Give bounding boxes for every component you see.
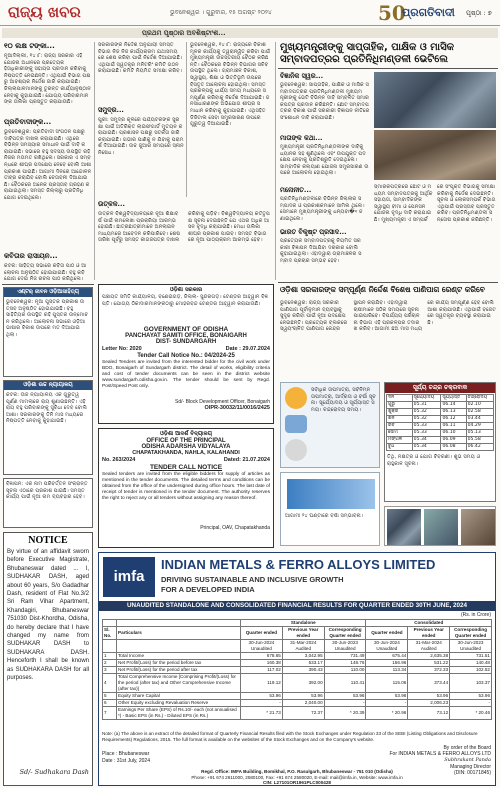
col3-story-2-headline: ମାତାଙ୍କ କଥା... — [280, 134, 323, 142]
lead-rule — [278, 68, 498, 69]
secondary-body — [280, 300, 496, 380]
tender1-ori-head: ଓଡ଼ିଶା ସରକାର — [169, 287, 203, 293]
table-cell: 156.96 — [366, 660, 408, 667]
tender2-place: CHAPATAKHANDA, NAHLA, KALAHANDI — [132, 450, 240, 456]
table-row — [103, 693, 492, 700]
column-2 — [98, 42, 184, 197]
table-cell: - — [450, 700, 492, 707]
column-divider — [275, 42, 276, 280]
table-cell: * 20.96 — [366, 707, 408, 720]
small-notice-1-body: ଭୁବନେଶ୍ୱର: ନୂଆ ପୁସ୍ତକ ପ୍ରକାଶ ଉତ୍ସବ ଅନୁଷ୍ଠିତ ହୋଇଯାଇଛି। ବହୁ ସାହିତ୍ୟିକ ଉପସ୍ଥିତ ରହି ପୁସ୍ତକ ଉନ୍ମୋଚନ କରିଥିଲେ। ଆଲୋଚନା ସଭାରେ ଓଡ଼ିଆ ଭାଷାର ବିକାଶ ଉପରେ ମତ ଦିଆଯାଇଥିଲା। — [6, 299, 89, 338]
table-cell: 102.52 — [450, 667, 492, 674]
tender1-ori-body: ପଞ୍ଚାୟତ ସମିତି କାର୍ଯ୍ୟାଳୟ, ବଣେଇଗଡ଼, ଜିଲ୍ଲା- ସୁନ୍ଦରଗଡ଼। ଟେଣ୍ଡର ଆହ୍ୱାନ ବିଜ୍ଞପ୍ତି। ଯୋଗ୍ୟ ଠିକାଦାରମାନଙ୍କଠାରୁ ମୋହରବନ୍ଦ ଟେଣ୍ଡର ଆହ୍ୱାନ କରାଯାଉଛି। — [102, 294, 268, 307]
table-cell: 390.43 — [282, 667, 324, 674]
table-cell: 148.76 — [324, 660, 366, 667]
imfa-signer: Subhrakant Panda — [444, 757, 491, 764]
table-cell: - — [324, 700, 366, 707]
story-3-headline: କବିତାର ରାସାୟନ... — [4, 252, 58, 260]
masthead — [0, 0, 500, 26]
table-cell: Total Comprehensive Income [Comprising Profit/(Loss) for the period (after tax) and Other Comprehensive Income (after tax)] — [117, 674, 241, 693]
tender1-letter: Letter No: 2020 — [102, 346, 142, 352]
col3-story-3-headline: ମନୋନୀତ... — [280, 186, 312, 194]
story-1-headline: ୧୦ ଲକ୍ଷ ଟଙ୍କା... — [4, 42, 55, 50]
imfa-cin: CIN: L27101OR1961PLC000428 — [263, 780, 331, 786]
table-cell: 4 — [103, 674, 117, 693]
imfa-group-consolidated: Consolidated — [366, 620, 492, 627]
weather-graphic — [280, 382, 380, 468]
tender1-office: PANCHAYAT SAMITI OFFICE, BONAIGARH — [125, 333, 247, 339]
tender2-notice: TENDER CALL NOTICE — [149, 464, 223, 471]
table-cell: 6 — [103, 700, 117, 707]
weather-text: ସର୍ବାଧିକ ତାପମାତ୍ରା, ସର୍ବନିମ୍ନ ତାପମାତ୍ରା, ଆର୍ଦ୍ରତା ଓ ବର୍ଷା ସୂଚନା। ସୂର୍ଯ୍ୟୋଦୟ ଓ ସୂର୍ଯ୍ୟାସ୍ତ ସମୟ। ଚନ୍ଦ୍ରୋଦୟ ସମୟ। — [311, 387, 376, 413]
lead-photo-1 — [374, 72, 496, 128]
table-cell: 731.49 — [324, 653, 366, 660]
imfa-contact: Phone: +91 674 2611000, 2580100, Fax: +91 674 2580020, E-mail: mail@imfa.in, Website: www.imfa.in — [191, 774, 403, 780]
tender2-body: Sealed tenders are invited from the eligible bidders for supply of articles as mentioned in the tender documents. The detailed terms and conditions can be obtained from the office of the undersigned during office hours. The last date of receipt of tender is mentioned in the tender document. The authority reserves the right to reject any or all tenders without assigning any reason thereof. — [102, 472, 270, 501]
table-row — [103, 667, 492, 674]
table-cell: 115.06 — [366, 674, 408, 693]
col3-story-1-body: ଭୁବନେଶ୍ୱର: ସାପ୍ତାହିକ, ପାକ୍ଷିକ ଓ ମାସିକ ସମ୍ବାଦପତ୍ରର ପ୍ରତିନିଧିମଣ୍ଡଳୀ ମୁଖ୍ୟମନ୍ତ୍ରୀଙ୍କୁ ଭେଟି ବିଭିନ୍ନ ଦାବି ସମ୍ବଳିତ ସ୍ମାରକପତ୍ର ପ୍ରଦାନ କରିଛନ୍ତି। ଛୋଟ ସମ୍ବାଦପତ୍ରର ବିକାଶ ପାଇଁ ସରକାରୀ ବିଜ୍ଞାପନ ନୀତିରେ ସଂଶୋଧନ ଦାବି କରାଯାଇଛି। — [280, 82, 370, 121]
small-notice-3 — [3, 478, 93, 528]
tender1-signer: Sd/- Block Development Officer, Bonaigarh — [175, 399, 270, 405]
table-cell: 533.17 — [282, 660, 324, 667]
table-cell: * 20.39 — [324, 707, 366, 720]
tender1-title: GOVERNMENT OF ODISHA — [143, 326, 229, 333]
imfa-note: Note: (a) The above is an extract of the detailed format of Quarterly Financial Results filed with the Stock Exchanges under Regulation 33 of the SEBI (Listing Obligations and Disclosure Requirements) Regulations, 2015. The full format is available on the websites of the Stock Exchanges and on the Company's website. — [102, 731, 478, 742]
imfa-col-date: 30-Jun-2023 Unaudited — [450, 640, 492, 653]
column-1 — [4, 42, 92, 283]
imfa-col-date — [117, 640, 241, 653]
tender2-no: No. 263/2024 — [102, 457, 136, 463]
small-notice-3-body: ବିଜ୍ଞାପନ: ଏକ ନାମ ପରିବର୍ତ୍ତନ ସଂକ୍ରାନ୍ତ ସୂଚନା ଏଠାରେ ପ୍ରକାଶ ପାଇଛି। ସମସ୍ତ କାର୍ଯ୍ୟ ପାଇଁ ନୂଆ ନାମ ବ୍ୟବହାର ହେବ। — [6, 481, 88, 501]
imfa-results-ad — [98, 552, 496, 786]
imfa-col-date — [103, 640, 117, 653]
continuation-banner — [2, 28, 498, 38]
secondary-headline-box — [280, 285, 496, 297]
imfa-col-date: 30-Jun-2024 Unaudited — [366, 640, 408, 653]
strip-photo-2 — [424, 509, 458, 545]
col2-story-1-headline: ସମୁଦ୍ର... — [98, 106, 124, 114]
table-cell: 2,040.00 — [282, 700, 324, 707]
notice-title: NOTICE — [28, 535, 68, 546]
table-cell: 103.37 — [450, 674, 492, 693]
tender-notice-bonaigarh — [98, 284, 274, 424]
table-cell: - — [366, 700, 408, 707]
tender1-dist: DIST- SUNDARGARH — [155, 339, 217, 345]
imfa-company: INDIAN METALS & FERRO ALLOYS LIMITED — [161, 557, 436, 572]
strip-photo-3 — [461, 509, 495, 545]
table-cell: 373.44 — [408, 674, 450, 693]
name-change-notice — [3, 532, 93, 786]
imfa-col-header: Previous Year ended — [282, 627, 324, 640]
almanac-box — [384, 382, 496, 502]
table-cell: Equity Share Capital — [117, 693, 241, 700]
sun-icon — [285, 387, 307, 409]
table-cell: Total Income — [117, 653, 241, 660]
col3-story-1-headline: ବିଜ୍ଞାନିକ ସ୍ୱର... — [280, 72, 324, 80]
table-cell: 117.02 — [241, 667, 283, 674]
table-row — [103, 653, 492, 660]
table-cell: 53.96 — [282, 693, 324, 700]
imfa-tagline-2: FOR A DEVELOPED INDIA — [161, 585, 255, 594]
tender2-school: ODISHA ADARSHA VIDYALAYA — [141, 444, 231, 450]
table-cell: 2 — [103, 660, 117, 667]
column-divider — [94, 42, 95, 280]
tender1-call: Tender Call Notice No.: 04/2024-25 — [137, 353, 235, 359]
tender1-ref: OIPR-30032/11/0016/2425 — [204, 405, 270, 411]
table-cell: Earnings Per Share (EPS) of Rs.10/- each (not annualised *) - Basic EPS (in Rs.) - Diluted EPS (in Rs.) — [117, 707, 241, 720]
table-cell: 3 — [103, 667, 117, 674]
table-cell: 53.96 — [241, 693, 283, 700]
table-cell: 160.38 — [241, 660, 283, 667]
table-cell: 119.12 — [241, 674, 283, 693]
table-cell: 7 — [103, 707, 117, 720]
imfa-col-header: Sl. No. — [103, 627, 117, 640]
table-row — [103, 700, 492, 707]
col3-story-3-body: ପ୍ରତିନିଧିମଣ୍ଡଳୀରେ ବିଭିନ୍ନ ଜିଲ୍ଲାର ସମ୍ପାଦକ ଓ ପ୍ରକାଶକମାନେ ସାମିଲ ଥିଲେ। ସେମାନେ ମୁଖ୍ୟମନ୍ତ୍ରୀଙ୍କୁ ଧନ୍ୟବା�দ ଜଣାଇଥିଲେ। — [280, 196, 365, 222]
story-3-body: କଟକ: ସାହିତ୍ୟ ସଭାରେ କବିତା ପାଠ ଓ ଆଲୋଚନା ଅନୁଷ୍ଠିତ ହୋଇଯାଇଛି। ବହୁ କବି ଯୋଗ ଦେଇ ନିଜ ରଚନା ପାଠ କରିଥିଲେ। — [4, 263, 87, 283]
tender2-signer: Principal, OAV, Chapatakhanda — [200, 525, 270, 531]
table-cell: 678.65 — [241, 653, 283, 660]
table-cell: Other Equity excluding Revaluation Reserve — [117, 700, 241, 707]
weather-graphic-2-text: ଆଗାମୀ ୨୪ ଘଣ୍ଟାରେ ବର୍ଷା ସମ୍ଭାବନା। — [285, 513, 364, 519]
small-notice-2-body: କଟକ: ଉଚ୍ଚ ନ୍ୟାୟାଳୟ ଏକ ଗୁରୁତ୍ୱପୂର୍ଣ୍ଣ ମାମଲାରେ ରାୟ ଶୁଣାଇଛନ୍ତି। ଏହି ରାୟ ବହୁ ପରିବାରଙ୍କୁ ସୁବିଧା ଦେବ ବୋଲି ଆଶା। ସରକାରଙ୍କୁ ତିନି ମାସ ମଧ୍ୟରେ ନିଷ୍ପତ୍ତି ନେବାକୁ କୁହାଯାଇଛି। — [6, 392, 87, 425]
imfa-group-standalone: Standalone — [241, 620, 366, 627]
imfa-col-date: 30-Jun-2023 Unaudited — [324, 640, 366, 653]
secondary-headline: ଓଡ଼ିଶା ସରକାରଙ୍କ ସମ୍ପୂର୍ଣ୍ଣ ନିର୍ଦ୍ଦେଶ ବିଶେଷ ପାଣିପାଗ ରେଣ୍ଟ କରିବେ — [280, 285, 485, 294]
imfa-col-header: Corresponding Quarter ended — [324, 627, 366, 640]
imfa-col-header: Previous Year ended — [408, 627, 450, 640]
col2-story-a: ସରକାରଙ୍କ ନିର୍ଦ୍ଦେଶ ଅନୁଯାୟୀ ସମସ୍ତ ବିଭାଗ ନିଜ ନିଜ କାର୍ଯ୍ୟକ୍ରମ ଯଥାସମୟରେ ଶେଷ କରିବା ପାଇଁ ନିର୍ଦ୍ଦେଶ ଦିଆଯାଇଛି। ଏଥିପାଇଁ ସ୍ୱତନ୍ତ୍ର ମନିଟରିଂ କମିଟି ଗଠନ କରାଯାଇଛି। କମିଟି ନିୟମିତ ସମୀକ୍ଷା କରିବ। — [98, 42, 183, 75]
rain-bar-icon — [287, 479, 375, 509]
table-cell: 140.48 — [450, 660, 492, 667]
small-notice-2 — [3, 380, 93, 475]
moon-icon — [285, 439, 307, 461]
imfa-place: Place : Bhubaneswar — [102, 751, 150, 757]
lead-body-right — [374, 184, 496, 280]
imfa-logo: imfa — [103, 557, 155, 597]
secondary-rule — [278, 282, 498, 283]
lead-body — [280, 72, 370, 280]
table-cell: 72.37 — [282, 707, 324, 720]
col3-story-4-headline: ଭାରତ ବିକୃଷ୍ଟ ପ୍ରସାଦ... — [280, 228, 347, 236]
imfa-board: By order of the Board — [443, 745, 491, 751]
left-rule — [2, 284, 94, 285]
col3-story-4-body: ପ୍ରତ୍ୟେକ ସମ୍ବାଦପତ୍ରକୁ ନିୟମିତ ସରକାରୀ ବିଜ୍ଞାପନ ଦିଆଯିବା ଦରକାର ବୋଲି କୁହାଯାଇଥିଲା। ଏହାଦ୍ୱାରା ଗ୍ରାମାଞ୍ଚଳର ସମ୍ବାଦ ପ୍ରଚାର ସମ୍ଭବ ହେବ। — [280, 238, 362, 264]
table-cell: 113.34 — [366, 667, 408, 674]
table-cell: 53.96 — [324, 693, 366, 700]
small-notice-2-head: ଓଡ଼ିଶା ଉଚ୍ଚ ନ୍ୟାୟାଳୟ — [4, 381, 92, 390]
imfa-col-header: Particulars — [117, 627, 241, 640]
table-cell: 372.33 — [408, 667, 450, 674]
table-cell: 392.00 — [282, 674, 324, 693]
tender2-ori-head: ଓଡ଼ିଶା ଆଦର୍ଶ ବିଦ୍ୟାଳୟ — [159, 431, 213, 437]
almanac-notes: ତିଥି, ନକ୍ଷତ୍ର ଓ ଯୋଗ ବିବରଣୀ। ଶୁଭ ସମୟ ଓ ରାହୁକାଳ ସୂଚନା। — [387, 454, 481, 467]
secondary-body-text: ଭୁବନେଶ୍ୱର: ରାଜ୍ୟ ସରକାର ପାଣିପାଗ ପୂର୍ବାନୁମାନ ବ୍ୟବସ୍ଥାକୁ ସୁଦୃଢ କରିବା ପାଇଁ ନୂଆ ପଦକ୍ଷେପ ନେଇଛନ୍ତି। ପ୍ରତ୍ୟେକ ବ୍ଲକରେ ସ୍ୱୟଂଚାଳିତ ପାଣିପାଗ କେନ୍ଦ୍ର ସ୍ଥାପନ କରାଯିବ। ଏହାଦ୍ୱାରା ଚାଷୀମାନେ ସଠିକ ସମୟରେ ସୂଚନା ପାଇପାରିବେ। ବିପର୍ଯ୍ୟୟ ପରିଚାଳନା ବିଭାଗ ଏହି ପ୍ରକଳ୍ପର ତଦାରଖ କରିବ। ଆଗାମୀ ଛଅ ମାସ ମଧ୍ୟରେ କାର୍ଯ୍ୟ ସମ୍ପୂର୍ଣ୍ଣ ହେବ ବୋଲି ଆଶା କରାଯାଉଛି। ଏଥିପାଇଁ ବଜେଟରେ ସ୍ୱତନ୍ତ୍ର ବ୍ୟବସ୍ଥା କରାଯାଇଛି। — [280, 300, 496, 333]
imfa-col-date: 31-Mar-2024 Audited — [408, 640, 450, 653]
imfa-for-company: For INDIAN METALS & FERRO ALLOYS LTD — [389, 751, 491, 758]
tender2-date: Dated: 21.07.2024 — [223, 457, 270, 463]
table-row — [103, 674, 492, 693]
imfa-col-date: 31-Mar-2024 Audited — [282, 640, 324, 653]
col3-body: ଭୁବନେଶ୍ୱର, ୧୪।୮: ରାଜ୍ୟରେ ବିକାଶମୂଳକ କାର୍ଯ୍ୟକୁ ତ୍ୱରାନ୍ୱିତ କରିବା ପାଇଁ ମୁଖ୍ୟମନ୍ତ୍ରୀ ଉଚ୍ଚସ୍ତରୀୟ ବୈଠକ କରିଛନ୍ତି। ବୈଠକରେ ବିଭିନ୍ନ ବିଭାଗର ସଚିବ ଉପସ୍ଥିତ ଥିଲେ। ଗ୍ରାମାଞ୍ଚଳ ବିକାଶ, ସ୍ୱାସ୍ଥ୍ୟ, ଶିକ୍ଷା ଓ ଭିତ୍ତିଭୂମି ଉପରେ ବିସ୍ତୃତ ଆଲୋଚନା ହୋଇଥିଲା। ସମସ୍ତ ପ୍ରକଳ୍ପକୁ ଧାର୍ଯ୍ୟ ସମୟ ମଧ୍ୟରେ ସମ୍ପୂର୍ଣ୍ଣ କରିବାକୁ ନିର୍ଦ୍ଦେଶ ଦିଆଯାଇଛି। ଜନସାଧାରଣଙ୍କ ଅଭିଯୋଗ ଶୀଘ୍ର ସମାଧାନ କରିବାକୁ କୁହାଯାଇଛି। ଏଥିସହିତ ଡିଜିଟାଲ ସେବା ସମ୍ପ୍ରସାରଣ ଉପରେ ଗୁରୁତ୍ୱ ଦିଆଯାଇଛି। — [190, 42, 271, 128]
imfa-col-header: Quarter ended — [241, 627, 283, 640]
imfa-footer — [99, 769, 495, 786]
imfa-date: Date : 31st July, 2024 — [102, 758, 150, 764]
anniversary-logo: 50 — [378, 1, 406, 25]
page-number: ପୃଷ୍ଠା : ୭ — [466, 9, 492, 17]
story-1-body: ନୂଆଦିଲ୍ଲୀ, ୧୪।୮: ରାଜ୍ୟ ସରକାର ଏହି ଯୋଜନା ଅଧୀନରେ ପ୍ରତ୍ୟେକ ହିତାଧିକାରୀଙ୍କୁ ସହାୟତା ପ୍ରଦାନ କରିବାକୁ ନିଷ୍ପତ୍ତି ନେଇଛନ୍ତି। ଏଥିପାଇଁ ବିଭାଗ ପକ୍ଷରୁ ଆବଶ୍ୟକ ନିର୍ଦ୍ଦେଶ ଜାରି କରାଯାଇଛି। ଜିଲ୍ଲାପାଳମାନଙ୍କୁ ତୁରନ୍ତ କାର୍ଯ୍ୟାନୁଷ୍ଠାନ ନେବାକୁ କୁହାଯାଇଛି। ଯୋଗ୍ୟ ପରିବାରମାନଙ୍କ ତାଲିକା ପ୍ରସ୍ତୁତ କରାଯାଉଛି। — [4, 53, 91, 106]
table-cell: Net Profit/(Loss) for the period before tax — [117, 660, 241, 667]
table-cell: 5 — [103, 693, 117, 700]
almanac-title: ସୂର୍ଯ୍ୟ ଚନ୍ଦ୍ର ଚକ୍ରବାକ — [385, 383, 495, 393]
table-cell: 2,006.23 — [408, 700, 450, 707]
almanac-table: ଦିନ ସୂର୍ଯ୍ୟୋଦୟ ସୂର୍ଯ୍ୟାସ୍ତ ଚନ୍ଦ୍ରୋଦୟ ଗୁରୁ 05.31 06.14 02.10 ଶୁକ୍ର 05.32 06.13 02.58 ଶନି 05.32 06.12 03.44 ରବି 05.33 06.11 04.29 ସୋମ 05.33 06.10 05.13 ମଙ୍ଗଳ 05.34 06.09 05.58 ବୁଧ 05.34 06.08 06.42 — [386, 394, 494, 451]
table-row — [103, 660, 492, 667]
tender2-title: OFFICE OF THE PRINCIPAL — [146, 438, 226, 444]
col2-story-2-body: ଉତ୍କଳ ବିଶ୍ୱବିଦ୍ୟାଳୟରେ ନୂଆ ଶିକ୍ଷାବର୍ଷ ପାଇଁ ନାମଲେଖା ପ୍ରକ୍ରିୟା ଆରମ୍ଭ ହୋଇଛି। ଛାତ୍ରଛାତ୍ରୀମାନେ ଅନଲାଇନ ମାଧ୍ୟମରେ ଆବେଦନ କରିପାରିବେ। ଶେଷ ତାରିଖ ପୂର୍ବରୁ ସମସ୍ତ କାଗଜପତ୍ର ଦାଖଲ କରିବାକୁ ପଡ଼ିବ। ବିଶ୍ୱବିଦ୍ୟାଳୟ କର୍ତ୍ତୃପକ୍ଷ ସୂଚନା ଦେଇଛନ୍ତି ଯେ ଏଥର ଅଧିକ ଆସନ ବୃଦ୍ଧି କରାଯାଇଛି। ମେଧା ତାଲିକା ଶୀଘ୍ର ପ୍ରକାଶ ପାଇବ। ସମସ୍ତ ବିଭାଗରେ ନୂଆ ପାଠ୍ୟକ୍ରମ ଆରମ୍ଭ ହେବ। — [98, 211, 270, 244]
lead-headline: ମୁଖ୍ୟମନ୍ତ୍ରୀଙ୍କୁ ସାପ୍ତାହିକ, ପାକ୍ଷିକ ଓ ମାସିକ ସମ୍ବାଦପତ୍ରର ପ୍ରତିନିଧିମଣ୍ଡଳୀ ଭେଟିଲେ — [280, 42, 454, 65]
strip-photo-1 — [387, 509, 421, 545]
photo-strip — [384, 506, 496, 546]
imfa-results-table — [102, 619, 492, 720]
imfa-col-header: Corresponding Quarter ended — [450, 627, 492, 640]
tender-notice-oav — [98, 428, 274, 548]
tender1-body: Sealed Tenders are invited from the interested bidder for the civil work under BDO, Bonaigarh of Sundargarh district. The detail of works, eligibility criteria and cost of tender documents can be seen in the district website www.sundargarh.odisha.gov.in. The tender should be sent by Regd. Post/Speed Post only. — [102, 360, 270, 389]
table-cell: 1 — [103, 653, 117, 660]
small-notice-1 — [3, 287, 93, 377]
col2-story-2-headline: ଉତ୍କଳ... — [98, 200, 125, 208]
table-cell: 675.44 — [366, 653, 408, 660]
table-cell: 73.12 — [408, 707, 450, 720]
lead-body-right-text: ସ୍ମାରକପତ୍ରରେ ଛୋଟ ଓ ମଧ୍ୟମ ସମ୍ବାଦପତ୍ରକୁ ଆର୍ଥିକ ସହାୟତା, ସାମ୍ବାଦିକଙ୍କ ସ୍ୱାସ୍ଥ୍ୟ ବୀମା ଓ ପେନସନ ଯୋଜନା ବୃଦ୍ଧି ଦାବି କରାଯାଇଛି। ମୁଖ୍ୟମନ୍ତ୍ରୀ ଏ ସମ୍ପର୍କରେ ସଂପୃକ୍ତ ବିଭାଗକୁ ସମୀକ୍ଷା କରିବାକୁ ନିର୍ଦ୍ଦେଶ ଦେଇଛନ୍ତି। ସୂଚନା ଓ ଲୋକସମ୍ପର୍କ ବିଭାଗ ଏଥିପାଇଁ ପ୍ରସ୍ତାବ ପ୍ରସ୍ତୁତ କରିବ। ପ୍ରତିନିଧିମଣ୍ଡଳୀ ସନ୍ତୋଷ ପ୍ରକାଶ କରିଛନ୍ତି। — [374, 184, 496, 223]
cloud-icon — [285, 415, 307, 433]
table-cell: 3,042.95 — [282, 653, 324, 660]
table-row — [103, 707, 492, 720]
table-cell: 53.96 — [450, 693, 492, 700]
table-cell: 110.00 — [324, 667, 366, 674]
continuation-banner-text: ପ୍ରଥମ ପୃଷ୍ଠାର ଅବଶିଷ୍ଟାଂଶ... — [142, 29, 226, 37]
imfa-col-header: Quarter ended — [366, 627, 408, 640]
table-cell: * 20.46 — [450, 707, 492, 720]
table-cell: 2,635.38 — [408, 653, 450, 660]
notice-body: By virtue of an affidavit sworn before Executive Magistrate, Bhubaneswar dated ... I, SUDHAKAR DASH, aged about 60 years, S/o Gadadhar Dash, resident of Flat No.3/2 Sri Ram Vihar Apartment, Khandagiri, Bhubaneswar 751030 Dist-Khordha, Odisha, do hereby declare that I have changed my name from SUDHAKAR DASH to SUDHAKARA DASH. Henceforth I shall be known as SUDHAKARA DASH for all purposes. — [7, 549, 89, 682]
imfa-col-date: 30-Jun-2024 Unaudited — [241, 640, 283, 653]
lead-headline-box — [280, 42, 496, 66]
table-cell: 731.51 — [450, 653, 492, 660]
imfa-signer-title: Managing Director — [450, 763, 491, 770]
table-cell: 53.96 — [366, 693, 408, 700]
notice-signature: Sd/- Sudhakara Dash — [19, 768, 89, 776]
table-cell: * 21.73 — [241, 707, 283, 720]
tender1-date: Date : 29.07.2024 — [225, 346, 270, 352]
lead-photo-2 — [374, 130, 496, 180]
imfa-results-bar: UNAUDITED STANDALONE AND CONSOLIDATED FINANCIAL RESULTS FOR QUARTER ENDED 30TH JUNE, 2024 — [99, 601, 495, 611]
story-2-headline: ପ୍ରତିବାଦୀଙ୍କ... — [4, 118, 52, 126]
column-3 — [190, 42, 272, 197]
column-divider — [186, 42, 187, 197]
paper-name: ପ୍ରଗତିବାଦୀ — [402, 6, 455, 19]
imfa-address: Regd. Office: IMFA Building, Bomikhal, P.O. Rasulgarh, Bhubaneswar - 751 010 (Odisha) — [201, 769, 393, 774]
imfa-results-table-wrap — [102, 619, 492, 720]
col3-story-2-body: ମୁଖ୍ୟମନ୍ତ୍ରୀ ପ୍ରତିନିଧିମଣ୍ଡଳୀଙ୍କ ଦାବିକୁ ଧ୍ୟାନର ସହ ଶୁଣିଥିଲେ ଏବଂ ଉପଯୁକ୍ତ ପଦକ୍ଷେପ ନେବାକୁ ପ୍ରତିଶ୍ରୁତି ଦେଇଥିଲେ। ସାମ୍ବାଦିକ କଲ୍ୟାଣ ଯୋଜନା ସମ୍ପ୍ରସାରଣ ଉପରେ ଆଲୋଚନା ହୋଇଥିଲା। — [280, 144, 369, 177]
imfa-din: (DIN: 00171845) — [454, 769, 491, 776]
section-title: ରାଜ୍ୟ ଖବର — [8, 3, 81, 21]
table-cell: 110.41 — [324, 674, 366, 693]
imfa-tagline-1: DRIVING SUSTAINABLE AND INCLUSIVE GROWTH — [161, 575, 344, 584]
imfa-unit: (Rs. in Crore) — [460, 612, 491, 618]
small-notice-1-head: ଏଣ୍ଟର୍ ଜୀବନ ଓଡ଼ିଆସାହିତ୍ୟ — [4, 288, 92, 297]
table-cell: 53.96 — [408, 693, 450, 700]
col2-story-1-body: ପୁରୀ: ସମୁଦ୍ର କୂଳରେ ପର୍ଯ୍ୟଟକଙ୍କ ସୁରକ୍ଷା ପାଇଁ ଅତିରିକ୍ତ ଲାଇଫଗାର୍ଡ ମୁତୟନ କରାଯାଇଛି। ପ୍ରଶାସନ ପକ୍ଷରୁ ସତର୍କତା ଜାରି କରାଯାଇଛି। ଗଭୀର ପାଣିକୁ ନ ଯିବାକୁ ପରାମର୍ଶ ଦିଆଯାଇଛି। ଉଚ୍ଚ ଜୁଆର ସମୟରେ ସ୍ନାନ ନିଷେଧ। — [98, 117, 184, 156]
date-line: ଭୁବନେଶ୍ୱର । ଗୁରୁବାର, ୧୫ ଅଗଷ୍ଟ ୨୦୨୪ — [170, 9, 272, 16]
story-2-body: ଭୁବନେଶ୍ୱର: ପ୍ରତିବାଦୀ ସଂଗଠନ ପକ୍ଷରୁ ଦାବିପତ୍ର ଦାଖଲ କରାଯାଇଛି। ଏଥିରେ ବିଭିନ୍ନ ସମସ୍ୟାର ସମାଧାନ ପାଇଁ ଦାବି କରାଯାଇଛି। ସଭାରେ ବହୁ ସଦସ୍ୟ ଉପସ୍ଥିତ ରହି ନିଜର ମତାମତ ରଖିଥିଲେ। ସରକାର ଏ ସମ୍ବନ୍ଧରେ ଶୀଘ୍ର ପଦକ୍ଷେପ ନେବେ ବୋଲି ଆଶା ପ୍ରକାଶ ପାଇଛି। ଆଗାମୀ ଦିନରେ ଆନ୍ଦୋଳନ ତୀବ୍ର କରାଯିବ ବୋଲି ଚେତାବନୀ ଦିଆଯାଇଛି। ବୈଠକରେ ଅନେକ ପ୍ରସ୍ତାବ ଗ୍ରହଣ କରାଯାଇଥିଲା। ସମସ୍ତ ଜିଲ୍ଲାରୁ ପ୍ରତିନିଧି ଯୋଗ ଦେଇଥିଲେ। — [4, 129, 92, 201]
weather-graphic-2 — [280, 472, 380, 546]
column-2-3-lower — [98, 200, 272, 280]
table-cell: Net Profit/(Loss) for the period after tax — [117, 667, 241, 674]
table-cell: - — [241, 700, 283, 707]
table-cell: 531.22 — [408, 660, 450, 667]
